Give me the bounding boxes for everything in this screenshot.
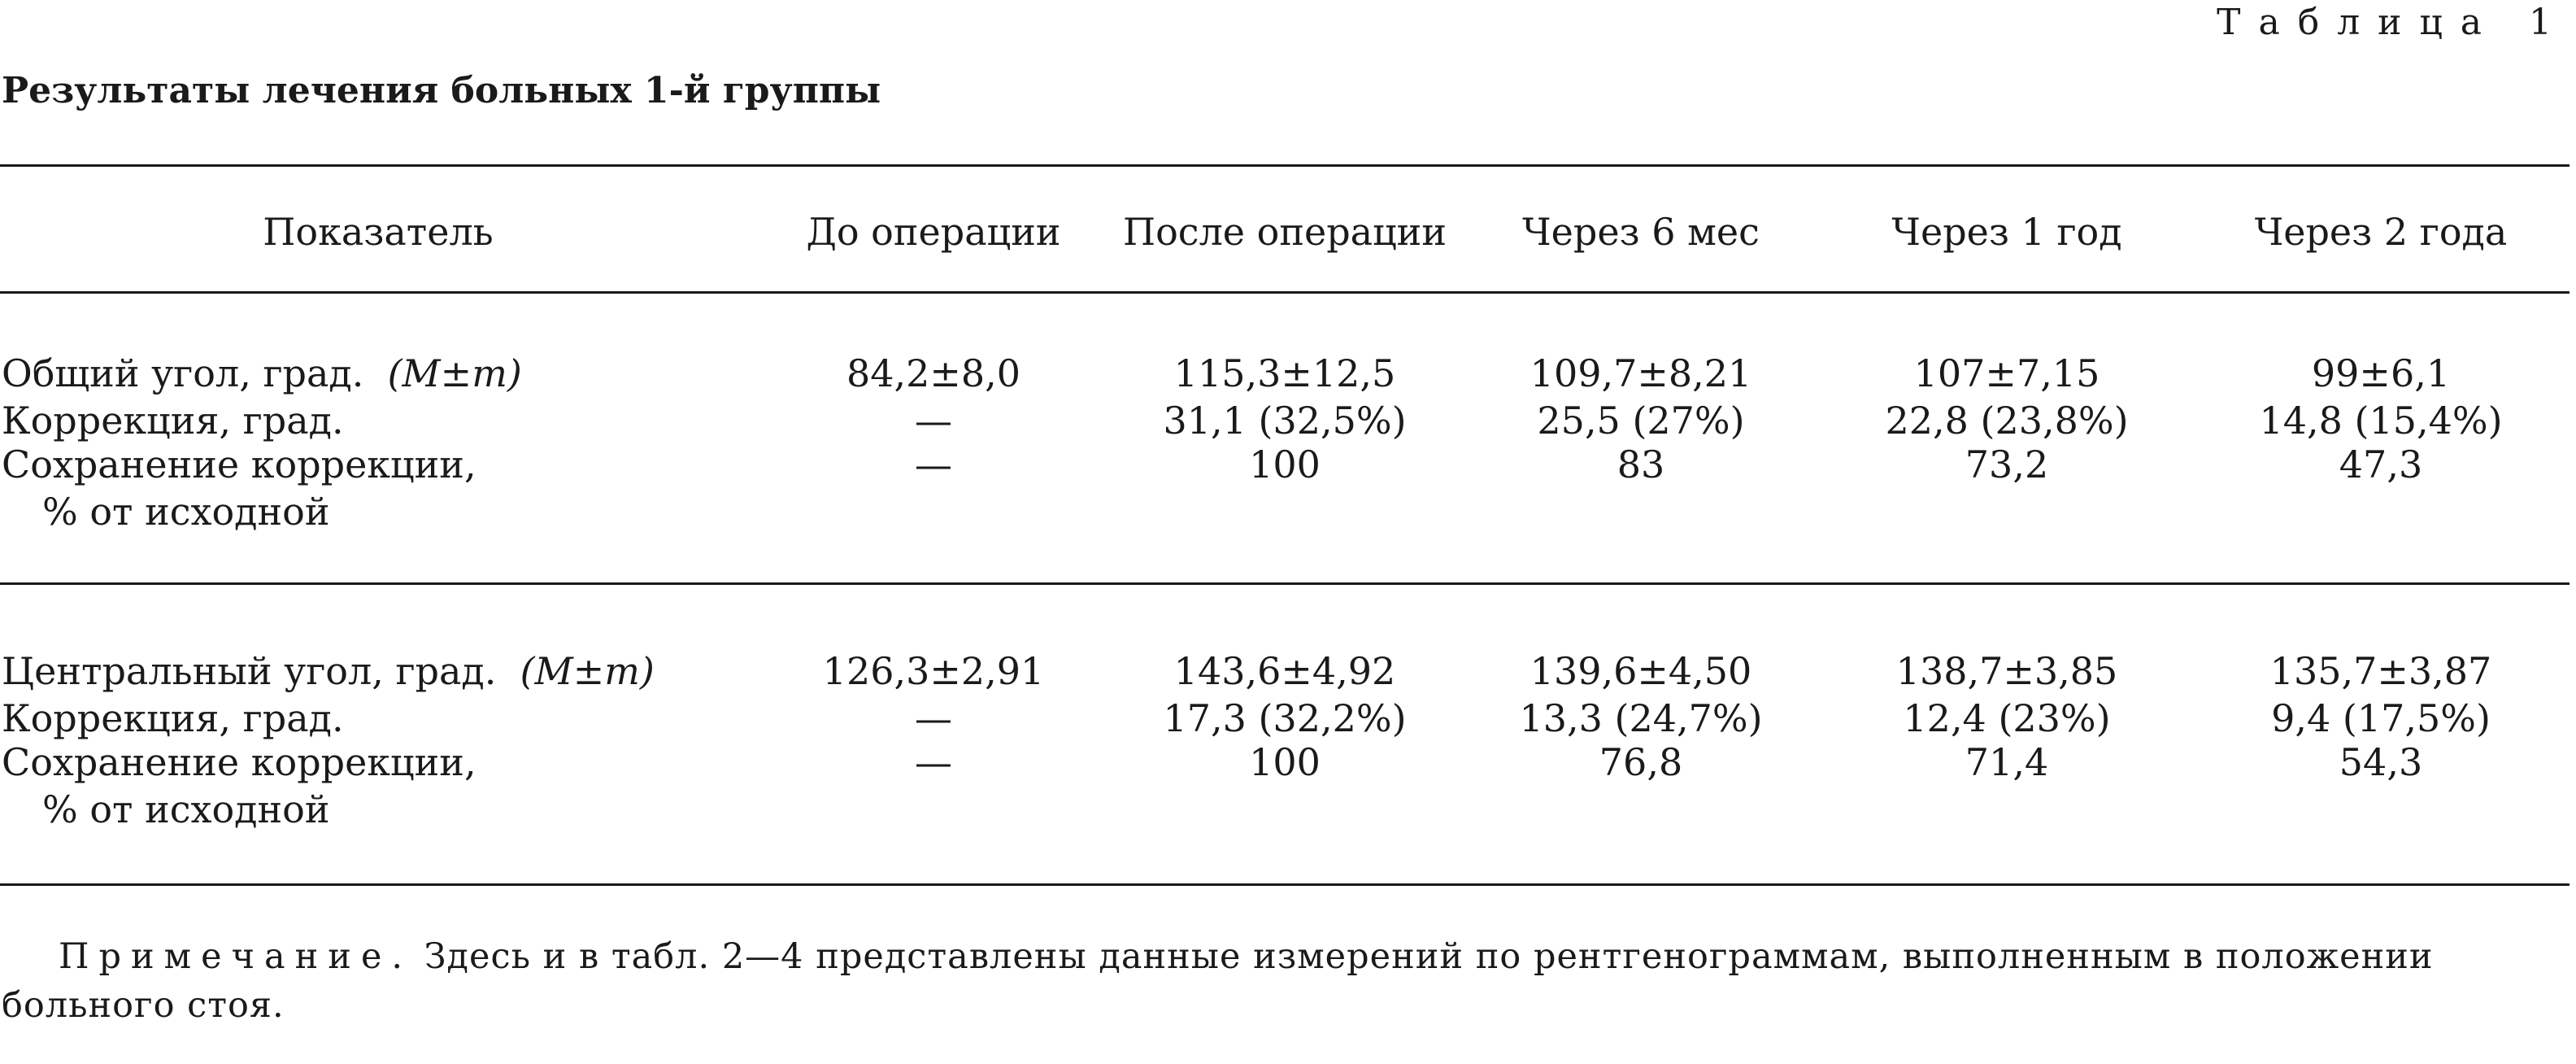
column-header-after-surgery: После операции [1123,210,1447,254]
table-cell: 76,8 [1599,740,1683,784]
row-label-text: Общий угол, град. [2,351,364,395]
table-cell: 25,5 (27%) [1537,399,1745,443]
table-cell: — [915,696,952,740]
header-rule [0,291,2569,294]
table-cell: — [915,740,952,784]
table-cell: 115,3±12,5 [1173,351,1396,395]
table-number-label: Таблица 1 [2217,2,2569,43]
row-label-suffix: (M±m) [520,649,655,693]
table-cell: 83 [1617,443,1665,486]
table-cell: — [915,399,952,443]
column-header-1-year: Через 1 год [1891,210,2122,254]
table-cell: 138,7±3,85 [1895,649,2118,693]
row-label-correction: Коррекция, град. [2,399,344,443]
row-label-continuation: % от исходной [42,490,330,534]
bottom-rule [0,883,2569,886]
table-cell: 71,4 [1965,740,2049,784]
column-header-2-years: Через 2 года [2254,210,2508,254]
table-cell: 100 [1249,740,1321,784]
table-title: Результаты лечения больных 1-й группы [2,70,881,111]
table-cell: 135,7±3,87 [2269,649,2492,693]
table-cell: 100 [1249,443,1321,486]
table-cell: 31,1 (32,5%) [1163,399,1407,443]
table-cell: 22,8 (23,8%) [1885,399,2129,443]
table-cell: 54,3 [2339,740,2423,784]
table-cell: 107±7,15 [1913,351,2100,395]
table-cell: 109,7±8,21 [1530,351,1752,395]
row-label-continuation: % от исходной [42,787,330,831]
column-header-6-months: Через 6 мес [1522,210,1760,254]
row-label-central-angle [2,649,655,693]
table-cell: 9,4 (17,5%) [2271,696,2491,740]
row-label-correction-retention: Сохранение коррекции, [2,443,476,486]
table-cell: 143,6±4,92 [1173,649,1396,693]
row-label-correction: Коррекция, град. [2,696,344,740]
note-lead: Примечание. [59,936,413,977]
row-label-correction-retention: Сохранение коррекции, [2,740,476,784]
table-cell: 139,6±4,50 [1530,649,1752,693]
row-label-total-angle [2,351,522,395]
table-cell: 126,3±2,91 [822,649,1045,693]
table-cell: 99±6,1 [2311,351,2451,395]
row-label-suffix: (M±m) [387,351,522,395]
table-cell: 17,3 (32,2%) [1163,696,1407,740]
table-cell: 12,4 (23%) [1903,696,2111,740]
table-cell: 14,8 (15,4%) [2259,399,2503,443]
table-cell: — [915,443,952,486]
column-header-indicator: Показатель [263,210,494,254]
note-text: Здесь и в табл. 2—4 представлены данные измерений по рентгенограммам, выполненным в положении больного стоя. [2,936,2434,1026]
section-rule [0,582,2569,585]
table-cell: 13,3 (24,7%) [1519,696,1763,740]
column-header-before-surgery: До операции [806,210,1061,254]
table-cell: 47,3 [2339,443,2423,486]
table-cell: 84,2±8,0 [846,351,1021,395]
top-rule [0,164,2569,167]
table-note [2,932,2506,1030]
row-label-text: Центральный угол, град. [2,649,497,693]
table-cell: 73,2 [1965,443,2049,486]
